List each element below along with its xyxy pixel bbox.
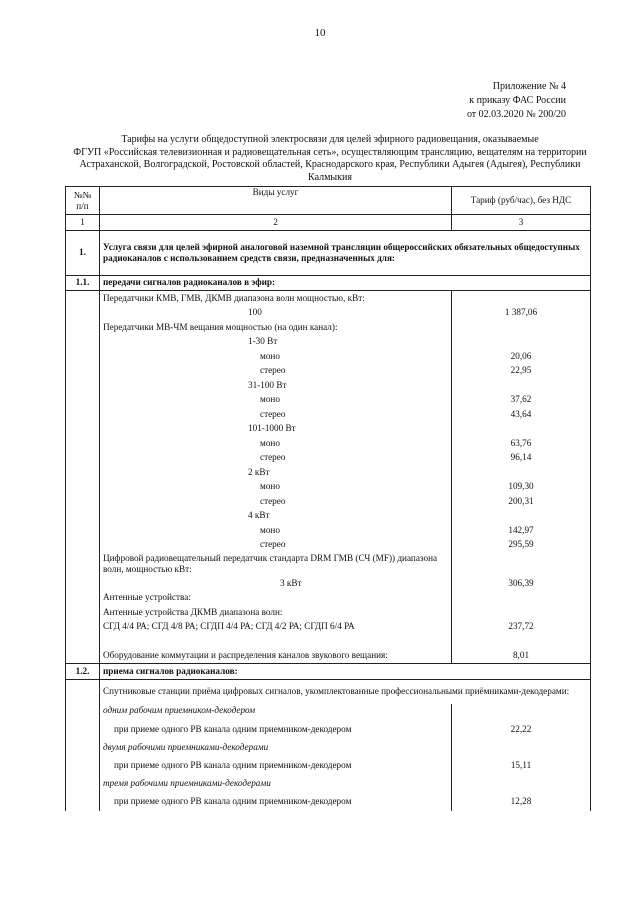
row-label: Передатчики МВ-ЧМ вещания мощностью (на один канал):: [100, 320, 452, 335]
section-num: 1.1.: [66, 275, 100, 291]
title-line: Астраханской, Волгоградской, Ростовской областей, Краснодарского края, Республики Адыгея (Адыгея), Республики: [79, 159, 581, 170]
row-value: 306,39: [452, 576, 591, 591]
row-value: 12,28: [452, 791, 591, 811]
header-num: №№ п/п: [66, 187, 100, 215]
table-row: [66, 679, 591, 704]
table-row: [66, 649, 591, 664]
header-tariff: Тариф (руб/час), без НДС: [452, 187, 591, 215]
row-label: моно: [100, 393, 452, 408]
table-row: [66, 393, 591, 408]
row-label: стерео: [100, 451, 452, 466]
page-number: 10: [314, 27, 326, 39]
section-row: [66, 275, 591, 291]
annex-line: к приказу ФАС России: [469, 95, 566, 106]
tariff-table: [65, 186, 591, 811]
row-label: моно: [100, 523, 452, 538]
table-row: [66, 634, 591, 649]
column-number-row: [66, 215, 591, 231]
row-label: 100: [100, 306, 452, 321]
row-value: 22,22: [452, 718, 591, 740]
table-row: [66, 422, 591, 437]
row-label: Спутниковые станции приёма цифровых сигналов, укомплектованные профессиональными приёмниками-декодерами:: [100, 679, 591, 704]
row-label: моно: [100, 349, 452, 364]
row-label: моно: [100, 436, 452, 451]
row-value: 96,14: [452, 451, 591, 466]
row-value: 63,76: [452, 436, 591, 451]
table-row: [66, 364, 591, 379]
row-label: стерео: [100, 407, 452, 422]
section-title: Услуга связи для целей эфирной аналоговой наземной трансляции общероссийских обязательных общедоступных радиоканалов с использованием средств связи, предназначенных для:: [100, 230, 591, 275]
row-label: моно: [100, 480, 452, 495]
row-label: 31-100 Вт: [100, 378, 452, 393]
table-row: [66, 605, 591, 620]
table-row: [66, 755, 591, 777]
row-label: СГД 4/4 РА; СГД 4/8 РА; СГДП 4/4 РА; СГД 4/2 РА; СГДП 6/4 РА: [100, 620, 452, 635]
row-value: 15,11: [452, 755, 591, 777]
row-value: 22,95: [452, 364, 591, 379]
table-row: [66, 480, 591, 495]
table-row: [66, 791, 591, 811]
table-row: [66, 777, 591, 792]
row-label: при приеме одного РВ канала одним приемником-декодером: [100, 718, 452, 740]
colnum: 1: [66, 215, 100, 231]
row-value: 8,01: [452, 649, 591, 664]
table-row: [66, 335, 591, 350]
section-row: [66, 230, 591, 275]
table-row: [66, 509, 591, 524]
row-value: 37,62: [452, 393, 591, 408]
table-row: [66, 451, 591, 466]
title-line: Тарифы на услуги общедоступной электросвязи для целей эфирного радиовещания, оказываемые: [121, 134, 539, 145]
row-label: при приеме одного РВ канала одним приемником-декодером: [100, 791, 452, 811]
row-label: 3 кВт: [100, 576, 452, 591]
section-row: [66, 664, 591, 680]
table-row: [66, 306, 591, 321]
table-header-row: [66, 187, 591, 215]
table-row: [66, 591, 591, 606]
document-title: [60, 134, 600, 184]
row-label: 101-1000 Вт: [100, 422, 452, 437]
table-row: [66, 349, 591, 364]
table-row: [66, 740, 591, 755]
row-value: 142,97: [452, 523, 591, 538]
row-label: 4 кВт: [100, 509, 452, 524]
row-label: стерео: [100, 538, 452, 553]
row-value: 1 387,06: [452, 306, 591, 321]
annex-block: [467, 80, 566, 122]
table-row: [66, 704, 591, 719]
row-label: Цифровой радиовещательный передатчик стандарта DRM ГМВ (СЧ (MF)) диапазона волн, мощностью кВт:: [100, 552, 452, 576]
colnum: 3: [452, 215, 591, 231]
section-num: 1.: [66, 230, 100, 275]
row-label: Антенные устройства ДКМВ диапазона волн:: [100, 605, 452, 620]
table-row: [66, 523, 591, 538]
row-value: 295,59: [452, 538, 591, 553]
table-row: [66, 494, 591, 509]
row-label: Антенные устройства:: [100, 591, 452, 606]
row-value: 43,64: [452, 407, 591, 422]
annex-line: Приложение № 4: [492, 81, 566, 92]
table-row: [66, 576, 591, 591]
row-label: 1-30 Вт: [100, 335, 452, 350]
row-value: 237,72: [452, 620, 591, 635]
row-label: тремя рабочими приемниками-декодерами: [100, 777, 452, 792]
table-row: [66, 552, 591, 576]
section-title: приема сигналов радиоканалов:: [100, 664, 591, 680]
table-row: [66, 407, 591, 422]
row-label: одним рабочим приемником-декодером: [100, 704, 452, 719]
title-line: ФГУП «Российская телевизионная и радиовещательная сеть», осуществляющим трансляцию, вещателям на территории: [73, 146, 587, 158]
table-row: [66, 538, 591, 553]
section-title: передачи сигналов радиоканалов в эфир:: [100, 275, 591, 291]
table-row: [66, 465, 591, 480]
row-label: Передатчики КМВ, ГМВ, ДКМВ диапазона волн мощностью, кВт:: [100, 291, 452, 306]
row-label: 2 кВт: [100, 465, 452, 480]
table-row: [66, 718, 591, 740]
row-label: стерео: [100, 494, 452, 509]
title-line: Калмыкия: [308, 171, 352, 183]
row-value: 20,06: [452, 349, 591, 364]
colnum: 2: [100, 215, 452, 231]
row-label: стерео: [100, 364, 452, 379]
row-label: при приеме одного РВ канала одним приемником-декодером: [100, 755, 452, 777]
table-row: [66, 436, 591, 451]
row-label: Оборудование коммутации и распределения каналов звукового вещания:: [100, 649, 452, 664]
header-service: Виды услуг: [100, 187, 452, 215]
table-row: [66, 620, 591, 635]
row-value: 200,31: [452, 494, 591, 509]
table-row: [66, 320, 591, 335]
table-row: [66, 291, 591, 306]
row-value: 109,30: [452, 480, 591, 495]
table-row: [66, 378, 591, 393]
row-label: двумя рабочими приемниками-декодерами: [100, 740, 452, 755]
annex-line: от 02.03.2020 № 200/20: [466, 109, 566, 120]
section-num: 1.2.: [66, 664, 100, 680]
